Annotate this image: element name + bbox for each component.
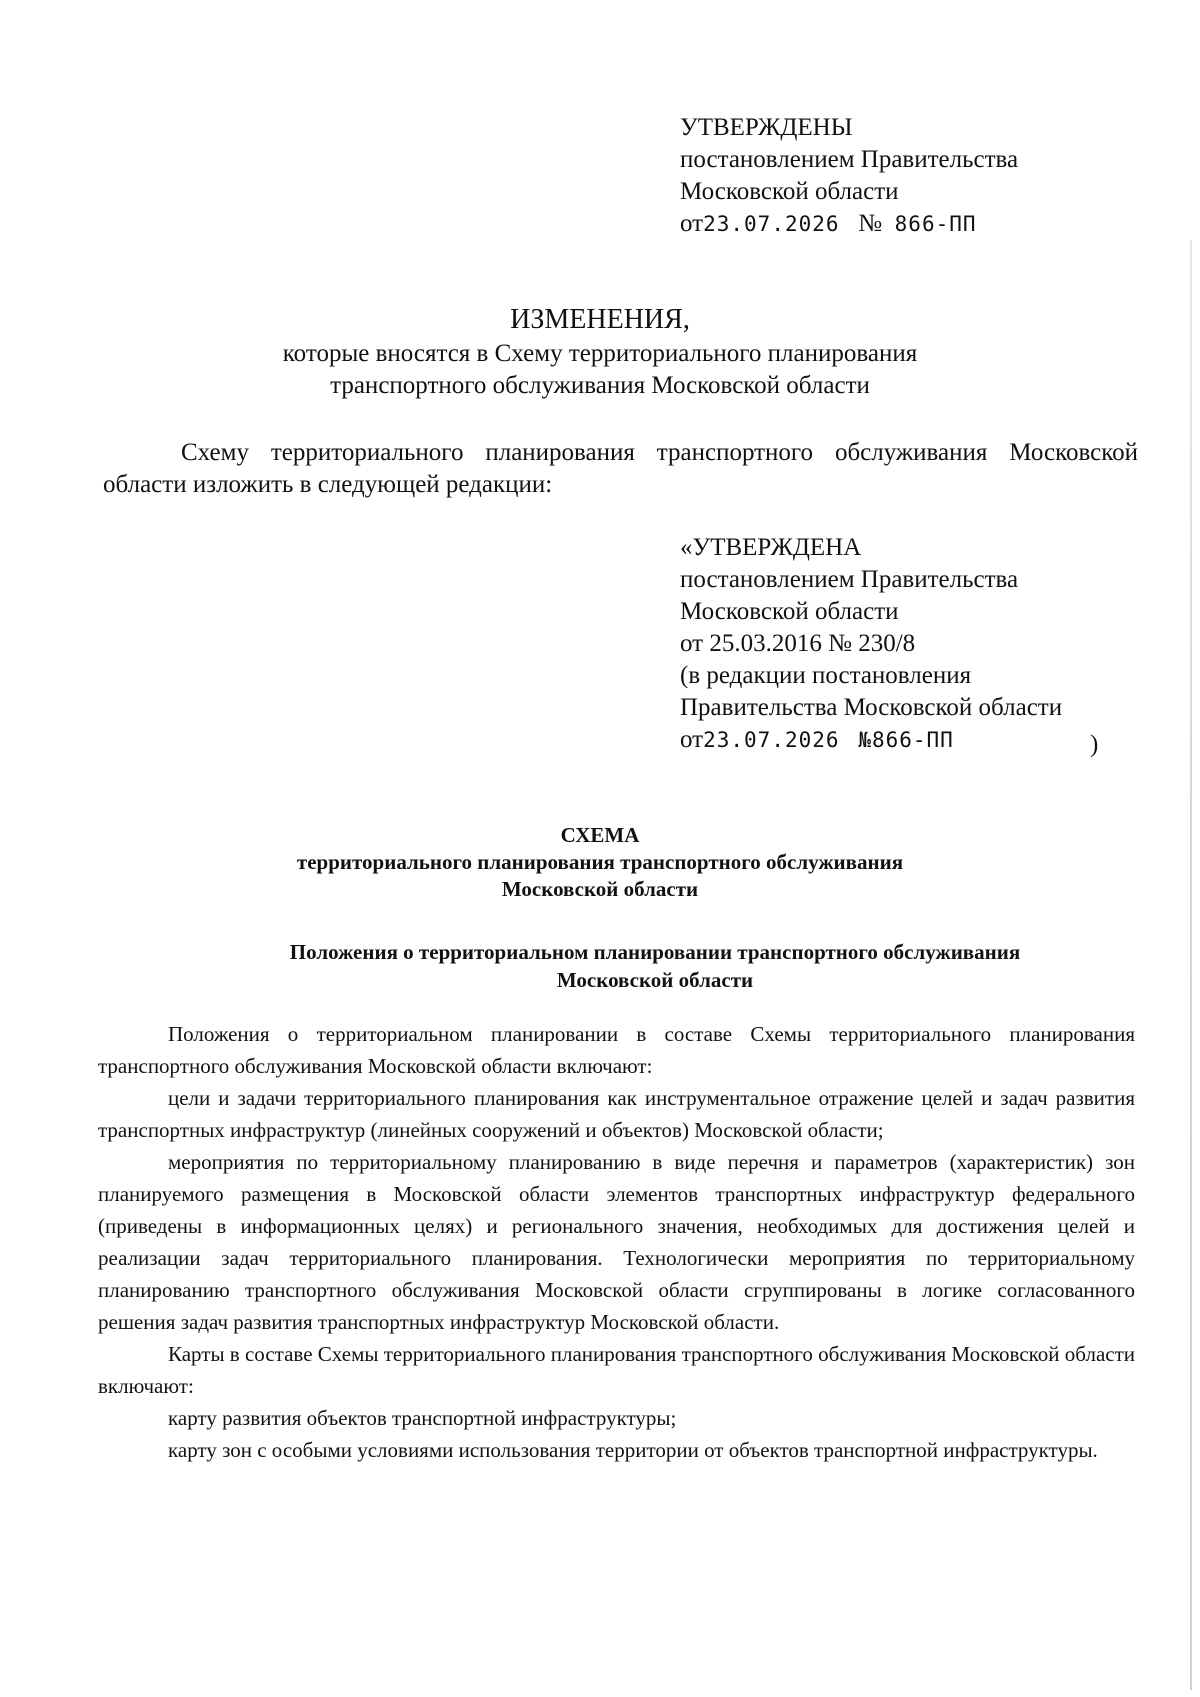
section-line: Московской области: [556, 968, 754, 992]
section-line: Положения о территориальном планировании транспортного обслуживания: [289, 940, 1021, 964]
stamp-line: (в редакции постановления: [680, 662, 972, 689]
schema-title: [0, 822, 1200, 903]
paragraph: мероприятия по территориальному планированию в виде перечня и параметров (характеристик) зон планируемого размещения в Московской области элементов транспортных инфраструктур федерального (приведены в информационных целях) и регионального значения, необходимых для достижения целей и реализации задач территориального планирования. Технологически мероприятия по территориальному планированию транспортного обслуживания Московской области сгруппированы в логике согласованного решения задач развития транспортных инфраструктур Московской области.: [98, 1150, 1135, 1334]
stamp-line: постановлением Правительства: [680, 146, 1019, 173]
closing-paren: ): [1090, 731, 1099, 758]
date-prefix: от: [680, 726, 704, 753]
schema-line: Московской области: [501, 877, 699, 901]
stamp-line: от 25.03.2016 № 230/8: [680, 630, 916, 657]
body-text: [98, 1018, 1135, 1466]
number-sign: №: [858, 210, 883, 237]
schema-line: территориального планирования транспортного обслуживания: [296, 850, 904, 874]
subtitle-line: которые вносятся в Схему территориального планирования: [282, 340, 918, 367]
intro-paragraph: Схему территориального планирования транспортного обслуживания Московской области изложить в следующей редакции:: [103, 439, 1138, 498]
approval-stamp: [680, 112, 1100, 240]
date-prefix: от: [680, 210, 704, 237]
stamp-date: 23.07.2026: [703, 728, 840, 752]
paragraph: карту зон с особыми условиями использования территории от объектов транспортной инфраструктуры.: [168, 1438, 1098, 1462]
changes-subtitle: [0, 338, 1200, 402]
stamp-line: Московской области: [680, 598, 899, 625]
stamp-number: №866-ПП: [858, 728, 954, 752]
stamp-number: 866-ПП: [894, 212, 977, 236]
stamp-title: «УТВЕРЖДЕНА: [680, 534, 862, 561]
stamp-date-line: [680, 208, 1100, 240]
stamp-line: Московской области: [680, 178, 899, 205]
section-title: [225, 938, 1085, 994]
new-edition-stamp: [680, 532, 1100, 756]
schema-heading: СХЕМА: [560, 823, 640, 847]
paragraph: карту развития объектов транспортной инфраструктуры;: [168, 1406, 677, 1430]
paragraph: цели и задачи территориального планирования как инструментальное отражение целей и задач развития транспортных инфраструктур (линейных сооружений и объектов) Московской области;: [98, 1086, 1135, 1142]
subtitle-line: транспортного обслуживания Московской области: [330, 372, 870, 399]
stamp-title: УТВЕРЖДЕНЫ: [680, 114, 853, 141]
paragraph: Положения о территориальном планировании в составе Схемы территориального планирования транспортного обслуживания Московской области включают:: [98, 1022, 1135, 1078]
stamp-line: Правительства Московской области: [680, 694, 1063, 721]
stamp-line: постановлением Правительства: [680, 566, 1019, 593]
stamp-date-line: [680, 724, 1100, 756]
changes-title: ИЗМЕНЕНИЯ,: [510, 304, 690, 335]
paragraph: Карты в составе Схемы территориального планирования транспортного обслуживания Московской области включают:: [98, 1342, 1135, 1398]
stamp-date: 23.07.2026: [703, 212, 840, 236]
scan-edge: [1190, 240, 1192, 1690]
